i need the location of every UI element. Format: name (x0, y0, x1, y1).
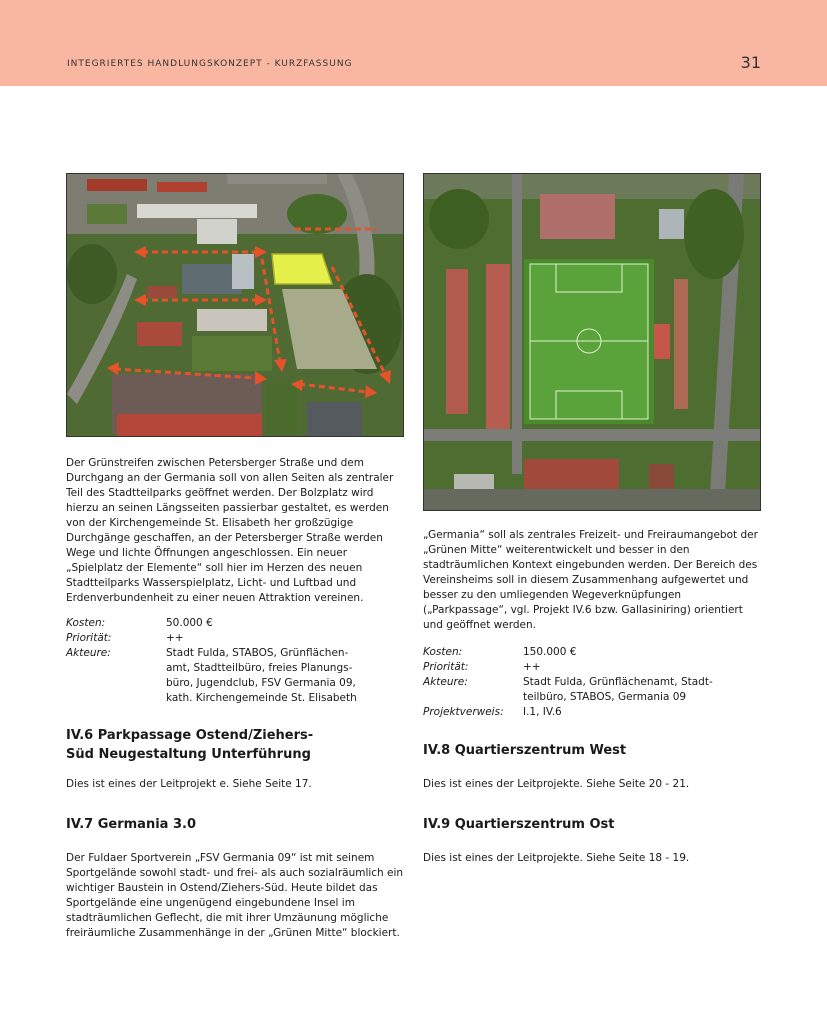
fact-row (66, 631, 396, 646)
fact-label: Priorität: (423, 661, 469, 673)
page-number: 31 (740, 53, 761, 72)
fact-value: 50.000 € (166, 617, 213, 629)
document-title: INTEGRIERTES HANDLUNGSKONZEPT - KURZFASSUNG (67, 59, 353, 69)
fact-row (423, 645, 753, 660)
section-heading-iv8: IV.8 Quartierszentrum West (423, 743, 627, 758)
fact-label: Priorität: (66, 632, 112, 644)
section-text-iv9: Dies ist eines der Leitprojekte. Siehe Seite 18 - 19. (423, 852, 690, 864)
left-intro-text: Der Grünstreifen zwischen Petersberger Straße und dem Durchgang an der Germania soll von allen Seiten als zentraler Teil des Stadtteilparks geöffnet werden. Der Bolzplatz wird hierzu an seinen Längsseiten passierbar gestaltet, es werden von der Kirchengemeinde St. Elisabeth her großzügige Durchgänge geschaffen, an der Petersberger Straße werden Wege und lichte Öffnungen angeschlossen. Ein neuer „Spielplatz der Elemente“ soll hier im Herzen des neuen Stadtteilparks Wasserspielplatz, Licht- und Luftbad und Erdenverbundenheit zu einer neuen Attraktion vereinen. (66, 457, 394, 604)
aerial-photo-park (66, 173, 404, 437)
fact-value: Stadt Fulda, Grünflächenamt, Stadt- teilbüro, STABOS, Germania 09 (523, 676, 713, 703)
fact-label: Akteure: (423, 676, 468, 688)
fact-label: Kosten: (66, 617, 106, 629)
section-text-iv8: Dies ist eines der Leitprojekte. Siehe Seite 20 - 21. (423, 778, 690, 790)
right-intro-text: „Germania“ soll als zentrales Freizeit- und Freiraumangebot der „Grünen Mitte“ weiterentwickelt und besser in den stadträumlichen Kontext eingebunden werden. Der Bereich des Vereinsheims soll in diesem Zusammenhang aufgewertet und besser zu den umliegenden Wegeverknüpfungen („Parkpassage“, vgl. Projekt IV.6 bzw. Gallasiniring) orientiert und geöffnet werden. (423, 529, 758, 631)
fact-row (66, 616, 396, 631)
fact-value: ++ (523, 661, 541, 673)
fact-value: I.1, IV.6 (523, 706, 562, 718)
section-heading-iv7: IV.7 Germania 3.0 (66, 817, 196, 832)
fact-value: 150.000 € (523, 646, 577, 658)
fact-value: ++ (166, 632, 184, 644)
fact-row (423, 675, 753, 705)
fact-label: Projektverweis: (423, 706, 504, 718)
fact-label: Kosten: (423, 646, 463, 658)
section-text-iv6: Dies ist eines der Leitprojekt e. Siehe Seite 17. (66, 778, 312, 790)
fact-row (66, 646, 396, 706)
fact-value: Stadt Fulda, STABOS, Grünflächen- amt, Stadtteilbüro, freies Planungs- büro, Jugendclub, FSV Germania 09, kath. Kirchengemeinde St. Elisabeth (166, 647, 357, 704)
section-heading-iv9: IV.9 Quartierszentrum Ost (423, 817, 615, 832)
section-heading-iv6: IV.6 Parkpassage Ostend/Ziehers- Süd Neugestaltung Unterführung (66, 728, 314, 762)
left-facts (66, 616, 396, 706)
page-header (0, 0, 827, 86)
section-text-iv7: Der Fuldaer Sportverein „FSV Germania 09“ ist mit seinem Sportgelände sowohl stadt- und frei- als auch sozialräumlich ein wichtiger Baustein in Ostend/Ziehers-Süd. Heute bildet das Sportgelände eine ungenügend eingebundene Insel im stadträumlichen Geflecht, die mit ihrer Umzäunung mögliche freiräumliche Zusammenhänge in der „Grünen Mitte“ blockiert. (66, 852, 404, 939)
fact-label: Akteure: (66, 647, 111, 659)
fact-row (423, 705, 753, 720)
fact-row (423, 660, 753, 675)
right-facts (423, 645, 753, 720)
aerial-photo-stadium (423, 173, 761, 511)
